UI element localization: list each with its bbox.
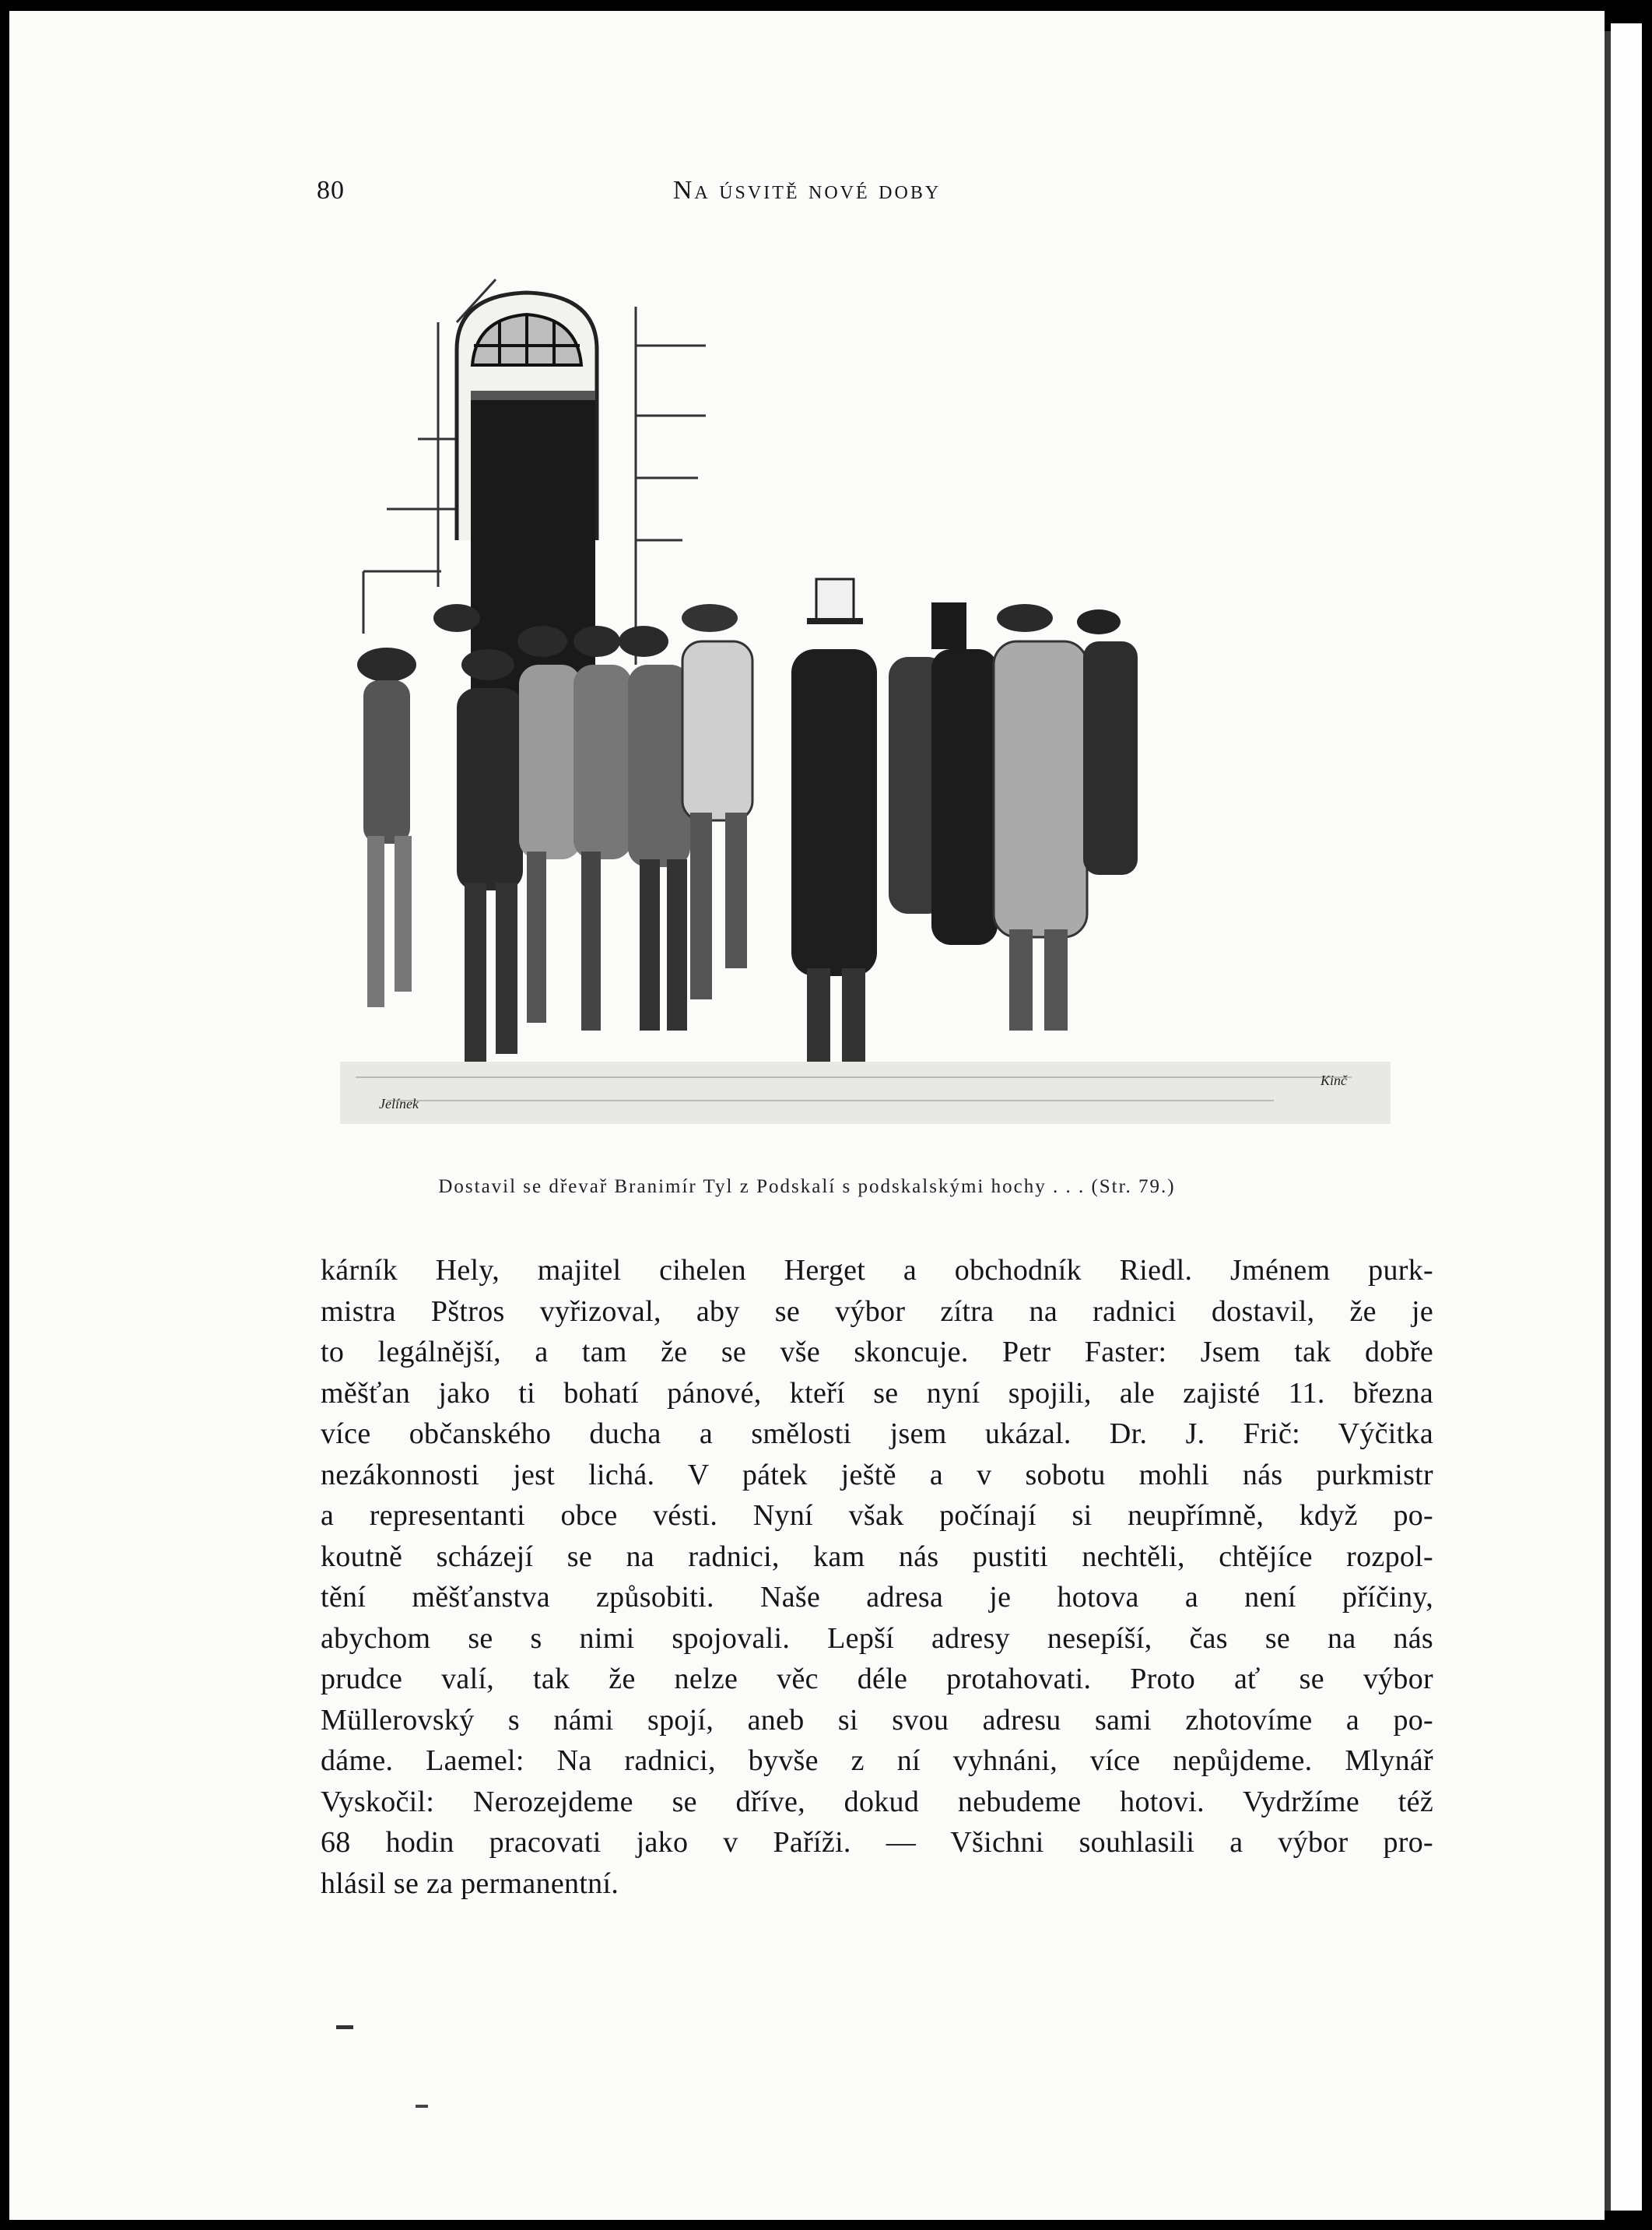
artist-signature: Jelínek (379, 1096, 419, 1111)
scan-speck (416, 2105, 428, 2108)
body-line: 68 hodin pracovati jako v Paříži. — Všichni souhlasili a výbor pro- (321, 1826, 1433, 1859)
body-line: koutně scházejí se na radnici, kam nás pustiti nechtěli, chtějíce rozpol- (321, 1540, 1433, 1573)
page-header (9, 176, 1605, 215)
body-line: dáme. Laemel: Na radnici, byvše z ní vyhnáni, více nepůjdeme. Mlynář (321, 1744, 1433, 1777)
page-number: 80 (317, 176, 345, 205)
second-signature: Kinč (1321, 1073, 1347, 1088)
running-title: Na úsvitě nové doby (672, 176, 942, 205)
body-line: nezákonnosti jest lichá. V pátek ještě a v sobotu mohli nás purkmistr (321, 1458, 1433, 1491)
facing-page-edge (1611, 23, 1642, 2211)
body-line: to legálnější, a tam že se vše skoncuje. Petr Faster: Jsem tak dobře (321, 1336, 1433, 1368)
illustration-caption: Dostavil se dřevař Branimír Tyl z Podskalí s podskalskými hochy . . . (Str. 79.) (438, 1176, 1176, 1197)
body-text (321, 1250, 1433, 1904)
body-line: prudce valí, tak že nelze věc déle protahovati. Proto ať se výbor (321, 1663, 1433, 1695)
illustration (340, 276, 1391, 1155)
body-line: mistra Pštros vyřizoval, aby se výbor zítra na radnici dostavil, že je (321, 1294, 1433, 1328)
body-line: a representanti obce vésti. Nyní však počínají si neupřímně, když po- (321, 1499, 1433, 1532)
page-gutter (1605, 31, 1611, 2211)
body-line: hlásil se za permanentní. (321, 1867, 619, 1900)
body-line: kárník Hely, majitel cihelen Herget a obchodník Riedl. Jménem purk- (321, 1254, 1433, 1287)
body-line: Vyskočil: Nerozejdeme se dříve, dokud nebudeme hotovi. Vydržíme též (321, 1785, 1433, 1818)
body-line: abychom se s nimi spojovali. Lepší adresy nesepíší, čas se na nás (321, 1621, 1433, 1655)
book-page (9, 11, 1605, 2220)
engraving-crowd-at-town-hall-door-icon (340, 276, 1391, 1155)
body-line: Müllerovský s námi spojí, aneb si svou adresu sami zhotovíme a po- (321, 1703, 1433, 1737)
body-line: měšťan jako ti bohatí pánové, kteří se nyní spojili, ale zajisté 11. března (321, 1376, 1433, 1410)
body-line: tění měšťanstva způsobiti. Naše adresa je hotova a není příčiny, (321, 1581, 1433, 1614)
scan-speck (336, 2025, 353, 2029)
body-line: více občanského ducha a smělosti jsem ukázal. Dr. J. Frič: Výčitka (321, 1417, 1433, 1450)
